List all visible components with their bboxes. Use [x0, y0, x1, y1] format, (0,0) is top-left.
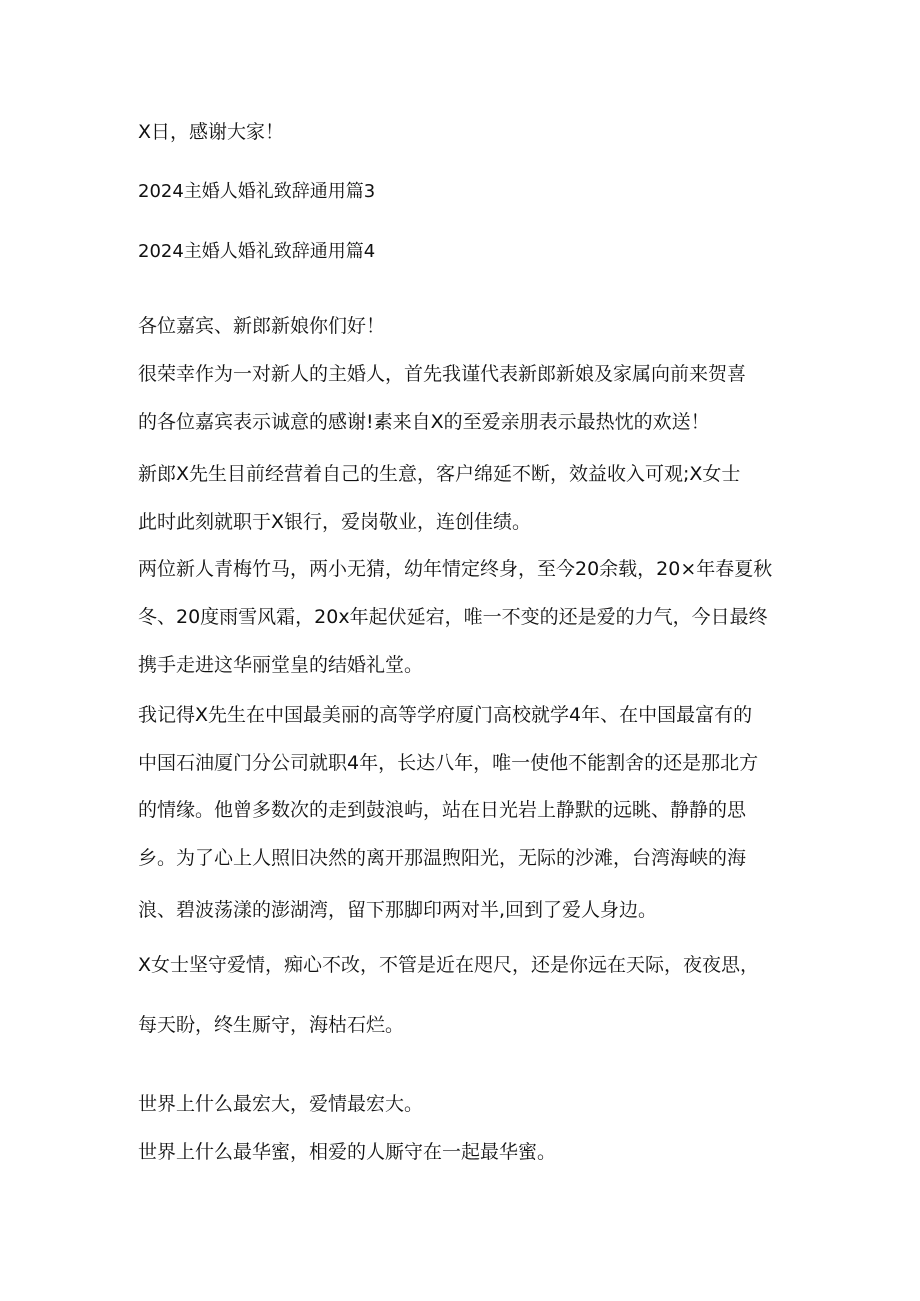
- paragraph-line: 浪、碧波荡漾的澎湖湾，留下那脚印两对半,回到了爱人身边。: [138, 899, 658, 921]
- paragraph-line: 两位新人青梅竹马，两小无猜，幼年情定终身，至今20余载，20×年春夏秋: [138, 558, 773, 580]
- greeting-line: 各位嘉宾、新郎新娘你们好！: [138, 315, 386, 337]
- section-heading-4: 2024主婚人婚礼致辞通用篇4: [138, 241, 376, 262]
- closing-line-2: 世界上什么最华蜜，相爱的人厮守在一起最华蜜。: [138, 1141, 557, 1163]
- section-heading-3: 2024主婚人婚礼致辞通用篇3: [138, 181, 376, 202]
- paragraph-line: 此时此刻就职于X银行，爱岗敬业，连创佳绩。: [138, 511, 532, 533]
- paragraph-line: 冬、20度雨雪风霜，20x年起伏延宕，唯一不变的还是爱的力气，今日最终: [138, 606, 768, 628]
- closing-line-1: 世界上什么最宏大，爱情最宏大。: [138, 1093, 424, 1115]
- paragraph-line: 中国石油厦门分公司就职4年，长达八年，唯一使他不能割舍的还是那北方: [138, 752, 759, 774]
- paragraph-line: X女士坚守爱情，痴心不改，不管是近在咫尺，还是你远在天际，夜夜思，: [138, 954, 760, 976]
- paragraph-line: 的情缘。他曾多数次的走到鼓浪屿，站在日光岩上静默的远眺、静静的思: [138, 799, 747, 821]
- paragraph-line: 的各位嘉宾表示诚意的感谢!素来自X的至爱亲朋表示最热忱的欢送！: [138, 411, 710, 433]
- paragraph-line: 我记得X先生在中国最美丽的高等学府厦门高校就学4年、在中国最富有的: [138, 704, 753, 726]
- intro-line: X日，感谢大家！: [138, 121, 285, 143]
- paragraph-line: 很荣幸作为一对新人的主婚人，首先我谨代表新郎新娘及家属向前来贺喜: [138, 363, 747, 385]
- paragraph-line: 携手走进这华丽堂皇的结婚礼堂。: [138, 654, 424, 676]
- paragraph-line: 新郎X先生目前经营着自己的生意，客户绵延不断，效益收入可观;X女士: [138, 463, 741, 485]
- paragraph-line: 每天盼，终生厮守，海枯石烂。: [138, 1014, 405, 1036]
- paragraph-line: 乡。为了心上人照旧决然的离开那温煦阳光，无际的沙滩，台湾海峡的海: [138, 847, 747, 869]
